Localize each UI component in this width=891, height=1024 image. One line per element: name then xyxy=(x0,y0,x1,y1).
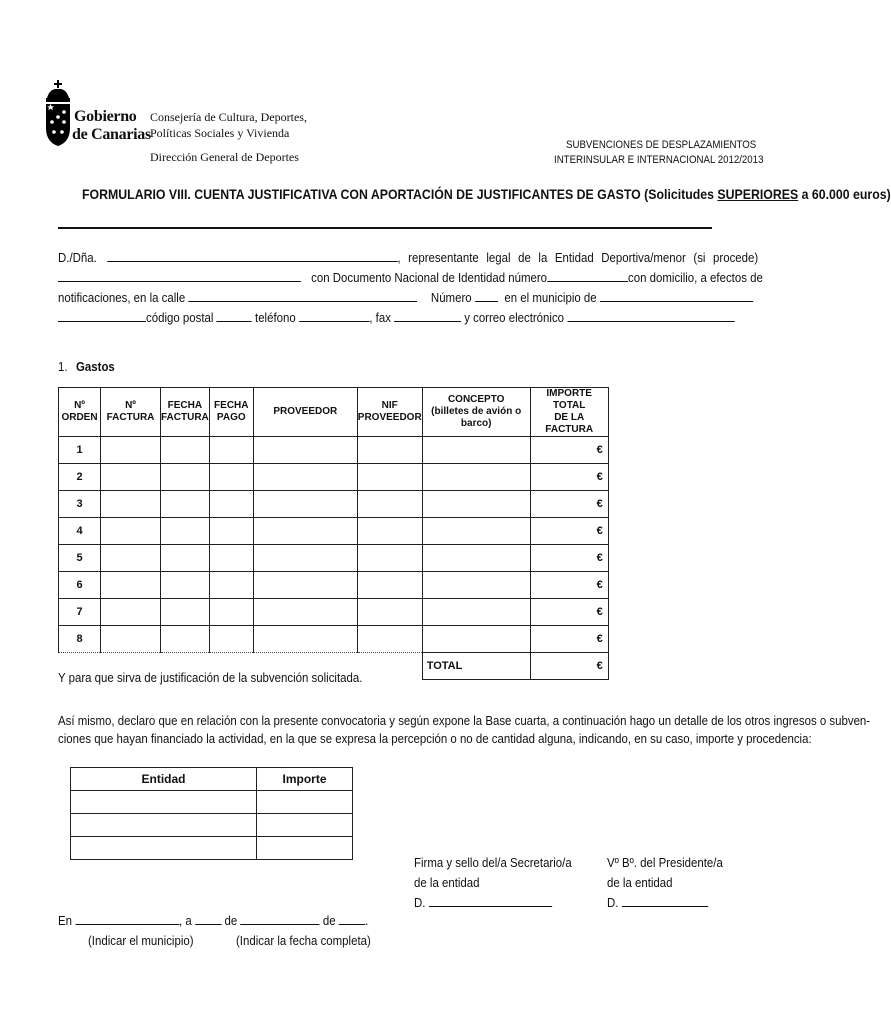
row-number: 7 xyxy=(59,599,101,626)
secretario-line1: Firma y sello del/a Secretario/a xyxy=(414,855,572,870)
entidad-cell[interactable] xyxy=(71,814,257,837)
secretario-nombre-field[interactable] xyxy=(429,895,552,907)
form-title-underlined: SUPERIORES xyxy=(717,186,799,202)
table-row xyxy=(59,437,609,464)
nombre-field[interactable] xyxy=(107,250,397,262)
otros-row xyxy=(71,837,353,860)
notificaciones-text: notificaciones, en la calle xyxy=(58,290,186,305)
row-number: 3 xyxy=(59,491,101,518)
importe-cell[interactable]: € xyxy=(530,464,608,491)
de1-label: de xyxy=(224,913,238,928)
table-cell[interactable] xyxy=(161,572,210,599)
col-entidad: Entidad xyxy=(71,768,257,791)
mes-field[interactable] xyxy=(240,913,319,925)
table-cell[interactable] xyxy=(357,491,422,518)
table-cell[interactable] xyxy=(101,464,161,491)
table-cell[interactable] xyxy=(422,491,530,518)
table-cell[interactable] xyxy=(422,464,530,491)
numero-field[interactable] xyxy=(475,290,498,302)
table-cell[interactable] xyxy=(422,599,530,626)
municipio-label: en el municipio de xyxy=(504,290,597,305)
table-row xyxy=(59,545,609,572)
importe-cell[interactable] xyxy=(257,814,353,837)
en-label: En xyxy=(58,913,72,928)
col-importe-otros: Importe xyxy=(257,768,353,791)
table-row xyxy=(59,491,609,518)
table-cell[interactable] xyxy=(209,437,253,464)
table-cell[interactable] xyxy=(161,626,210,653)
table-row xyxy=(59,599,609,626)
calle-field[interactable] xyxy=(188,290,417,302)
table-cell[interactable] xyxy=(357,545,422,572)
table-cell[interactable] xyxy=(209,572,253,599)
table-cell[interactable] xyxy=(101,626,161,653)
table-row xyxy=(59,626,609,653)
presidente-line1: Vº Bº. del Presidente/a xyxy=(607,855,723,870)
declarante-line4 xyxy=(58,310,734,325)
table-cell[interactable] xyxy=(209,491,253,518)
total-amount[interactable]: € xyxy=(530,653,608,680)
secretario-line3: D. xyxy=(414,893,572,913)
table-cell[interactable] xyxy=(101,599,161,626)
program-title-line1: SUBVENCIONES DE DESPLAZAMIENTOS xyxy=(566,139,757,151)
codigo-postal-label: código postal xyxy=(146,310,214,325)
table-cell[interactable] xyxy=(209,626,253,653)
importe-cell[interactable]: € xyxy=(530,437,608,464)
telefono-label: teléfono xyxy=(255,310,296,325)
row-number: 5 xyxy=(59,545,101,572)
section-gastos-title xyxy=(58,359,115,374)
declarante-line2 xyxy=(58,270,763,285)
representante-text: , representante legal de la Entidad Deportiva/menor (si procede) xyxy=(397,250,759,265)
logo-text-canarias: de Canarias xyxy=(72,126,151,143)
table-cell[interactable] xyxy=(101,437,161,464)
table-cell[interactable] xyxy=(253,437,357,464)
table-cell[interactable] xyxy=(422,572,530,599)
municipio-field[interactable] xyxy=(600,290,753,302)
fax-field[interactable] xyxy=(394,310,461,322)
cp-field-2[interactable] xyxy=(217,310,252,322)
row-number: 6 xyxy=(59,572,101,599)
otros-row xyxy=(71,814,353,837)
section-title: Gastos xyxy=(76,359,115,374)
col-concepto: CONCEPTO (billetes de avión o barco) xyxy=(422,388,530,437)
col-importe: IMPORTE TOTAL DE LA FACTURA xyxy=(530,388,608,437)
con-dni-text: con Documento Nacional de Identidad número xyxy=(311,270,548,285)
table-cell[interactable] xyxy=(161,464,210,491)
table-cell[interactable] xyxy=(253,518,357,545)
form-title-prefix: FORMULARIO VIII. CUENTA JUSTIFICATIVA CON APORTACIÓN DE JUSTIFICANTES DE GASTO (Solicitudes xyxy=(82,186,718,202)
table-cell[interactable] xyxy=(357,518,422,545)
consejeria-line2: Políticas Sociales y Vivienda xyxy=(150,126,290,140)
col-factura: Nº FACTURA xyxy=(101,388,161,437)
importe-cell[interactable]: € xyxy=(530,518,608,545)
telefono-field[interactable] xyxy=(299,310,369,322)
table-cell[interactable] xyxy=(422,518,530,545)
declaracion-line2: ciones que hayan financiado la actividad, en la que se expresa la percepción o no de cantidad alguna, indicando, en su caso, importe y procedencia: xyxy=(58,731,812,746)
title-rule xyxy=(58,227,712,229)
table-cell[interactable] xyxy=(161,491,210,518)
d-dna-label: D./Dña. xyxy=(58,250,97,265)
table-row xyxy=(59,572,609,599)
firma-presidente xyxy=(607,853,723,913)
form-title-suffix: a 60.000 euros) xyxy=(798,186,891,202)
declarante-line3 xyxy=(58,290,753,305)
table-cell[interactable] xyxy=(161,545,210,572)
numero-label: Número xyxy=(430,290,472,305)
col-fecha-factura: FECHA FACTURA xyxy=(161,388,210,437)
col-nif: NIF PROVEEDOR xyxy=(357,388,422,437)
table-cell[interactable] xyxy=(253,545,357,572)
a-label: , a xyxy=(179,913,192,928)
table-row xyxy=(59,464,609,491)
presidente-line3: D. xyxy=(607,893,723,913)
importe-cell[interactable]: € xyxy=(530,545,608,572)
table-cell[interactable] xyxy=(101,518,161,545)
coat-of-arms-icon xyxy=(44,80,72,150)
table-cell[interactable] xyxy=(101,545,161,572)
program-title-line2: INTERINSULAR E INTERNACIONAL 2012/2013 xyxy=(554,154,764,166)
importe-cell[interactable]: € xyxy=(530,572,608,599)
dia-field[interactable] xyxy=(195,913,221,925)
con-domicilio-text: con domicilio, a efectos de xyxy=(628,270,763,285)
cp-field[interactable] xyxy=(58,310,146,322)
table-cell[interactable] xyxy=(422,545,530,572)
justificacion-text: Y para que sirva de justificación de la subvención solicitada. xyxy=(58,670,363,685)
table-cell[interactable] xyxy=(357,464,422,491)
table-cell[interactable] xyxy=(253,626,357,653)
correo-label: y correo electrónico xyxy=(464,310,565,325)
dni-field[interactable] xyxy=(547,270,628,282)
section-number: 1. xyxy=(58,359,68,374)
total-label: TOTAL xyxy=(422,653,530,680)
indicar-municipio: (Indicar el municipio) xyxy=(88,933,194,948)
table-cell[interactable] xyxy=(209,599,253,626)
table-row xyxy=(59,518,609,545)
presidente-nombre-field[interactable] xyxy=(622,895,708,907)
importe-cell[interactable] xyxy=(257,837,353,860)
table-cell[interactable] xyxy=(357,599,422,626)
table-cell[interactable] xyxy=(101,491,161,518)
table-cell[interactable] xyxy=(161,599,210,626)
table-cell[interactable] xyxy=(357,572,422,599)
correo-field[interactable] xyxy=(567,310,734,322)
table-cell[interactable] xyxy=(161,518,210,545)
importe-cell[interactable] xyxy=(257,791,353,814)
declarante-line1 xyxy=(58,250,758,265)
table-cell[interactable] xyxy=(253,464,357,491)
entidad-cell[interactable] xyxy=(71,791,257,814)
consejeria-line1: Consejería de Cultura, Deportes, xyxy=(150,110,307,124)
table-cell[interactable] xyxy=(357,437,422,464)
col-fecha-pago: FECHA PAGO xyxy=(209,388,253,437)
row-number: 8 xyxy=(59,626,101,653)
otros-row xyxy=(71,791,353,814)
direccion-general: Dirección General de Deportes xyxy=(150,150,299,164)
row-number: 2 xyxy=(59,464,101,491)
table-cell[interactable] xyxy=(209,518,253,545)
gastos-table xyxy=(58,387,609,680)
importe-cell[interactable]: € xyxy=(530,599,608,626)
declaracion-line1: Así mismo, declaro que en relación con la presente convocatoria y según expone la Base cuarta, a continuación hago un detalle de los otros ingresos o subven- xyxy=(58,713,871,728)
form-title xyxy=(82,186,891,202)
nombre-field-cont[interactable] xyxy=(58,270,301,282)
table-cell[interactable] xyxy=(209,545,253,572)
presidente-line2: de la entidad xyxy=(607,875,673,890)
table-cell[interactable] xyxy=(422,626,530,653)
logo-text-gobierno: Gobierno xyxy=(74,108,137,125)
table-cell[interactable] xyxy=(253,491,357,518)
importe-cell[interactable]: € xyxy=(530,491,608,518)
de2-label: de xyxy=(322,913,336,928)
table-cell[interactable] xyxy=(101,572,161,599)
table-cell[interactable] xyxy=(357,626,422,653)
entidad-cell[interactable] xyxy=(71,837,257,860)
table-cell[interactable] xyxy=(253,572,357,599)
row-number: 1 xyxy=(59,437,101,464)
table-cell[interactable] xyxy=(161,437,210,464)
row-number: 4 xyxy=(59,518,101,545)
firma-secretario xyxy=(414,853,572,913)
col-proveedor: PROVEEDOR xyxy=(253,388,357,437)
table-cell[interactable] xyxy=(422,437,530,464)
table-cell[interactable] xyxy=(253,599,357,626)
municipio-firma-field[interactable] xyxy=(75,913,179,925)
punto-label: . xyxy=(365,913,369,928)
secretario-line2: de la entidad xyxy=(414,875,480,890)
logo xyxy=(44,80,151,152)
indicar-fecha: (Indicar la fecha completa) xyxy=(236,933,371,948)
lugar-fecha xyxy=(58,913,368,928)
fax-label: , fax xyxy=(369,310,391,325)
otros-ingresos-table xyxy=(70,767,353,860)
importe-cell[interactable]: € xyxy=(530,626,608,653)
col-orden: Nº ORDEN xyxy=(59,388,101,437)
anio-field[interactable] xyxy=(339,913,365,925)
table-cell[interactable] xyxy=(209,464,253,491)
